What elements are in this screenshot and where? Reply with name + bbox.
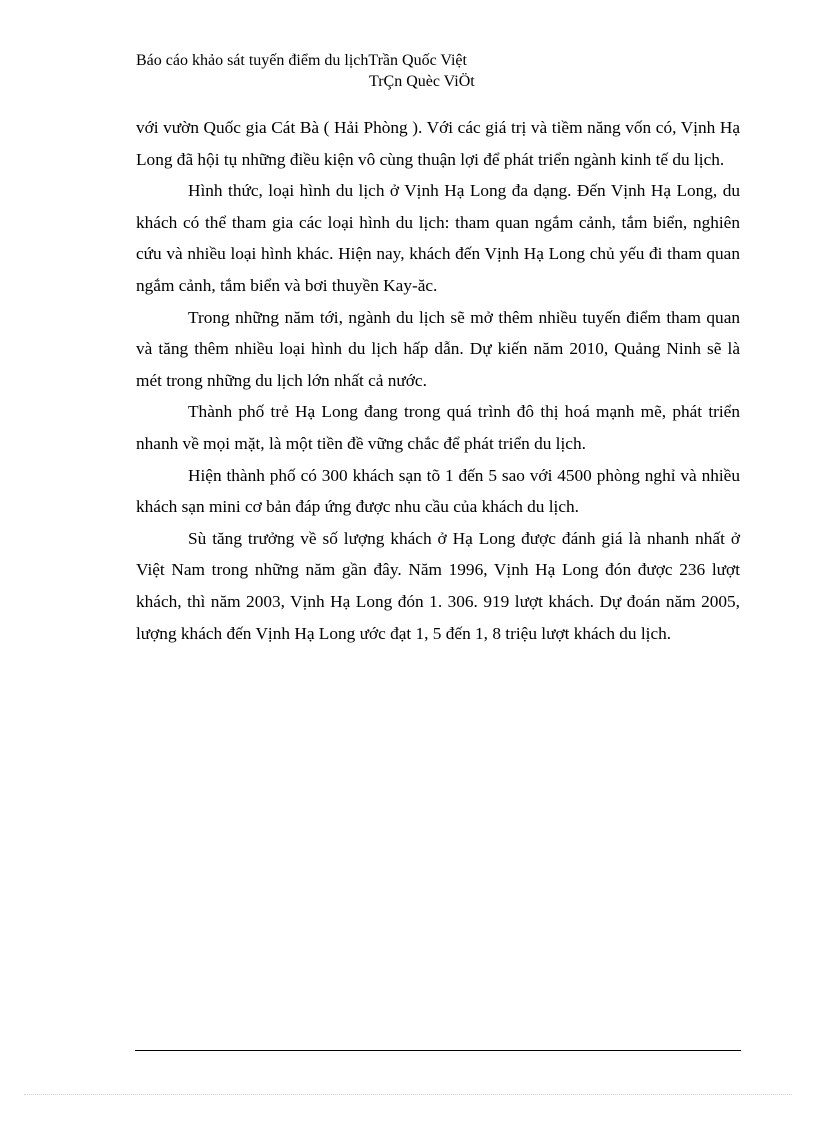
paragraph-tourism-types: Hình thức, loại hình du lịch ở Vịnh Hạ Long đa dạng. Đến Vịnh Hạ Long, du khách có thể tham gia các loại hình du lịch: tham quan ngắm cảnh, tắm biển, nghiên cứu và nhiều loại hình khác. Hiện nay, khách đến Vịnh Hạ Long chủ yếu đi tham quan ngắm cảnh, tắm biển và bơi thuyền Kay-ăc. [136, 181, 740, 295]
paragraph-future-plans: Trong những năm tới, ngành du lịch sẽ mở thêm nhiều tuyến điểm tham quan và tăng thêm nhiều loại hình du lịch hấp dẫn. Dự kiến năm 2010, Quảng Ninh sẽ là mét trong những du lịch lớn nhất cả nước. [136, 307, 740, 390]
paragraph-visitor-growth: Sù tăng trưởng về số lượng khách ở Hạ Long được đánh giá là nhanh nhất ở Việt Nam trong những năm gần đây. Năm 1996, Vịnh Hạ Long đón được 236 lượt khách, thì năm 2003, Vịnh Hạ Long đón 1. 306. 919 lượt khách. Dự đoán năm 2005, lượng khách đến Vịnh Hạ Long ước đạt 1, 5 đến 1, 8 triệu lượt khách du lịch. [136, 528, 740, 643]
header-title: Báo cáo khảo sát tuyến điểm du lịchTrần Quốc Việt [136, 52, 467, 69]
paragraph-continuation: với vườn Quốc gia Cát Bà ( Hải Phòng ). Với các giá trị và tiềm năng vốn có, Vịnh Hạ Long đã hội tụ những điều kiện vô cùng thuận lợi để phát triển ngành kinh tế du lịch. [136, 118, 740, 169]
page-header [136, 50, 741, 92]
paragraph-hotels: Hiện thành phố có 300 khách sạn tõ 1 đến 5 sao với 4500 phòng nghỉ và nhiều khách sạn mini cơ bản đáp ứng được nhu cầu của khách du lịch. [136, 465, 740, 517]
header-author: TrÇn Quèc ViÖt [369, 73, 475, 90]
page-boundary [24, 1094, 792, 1095]
document-body [136, 112, 740, 649]
paragraph-urbanization: Thành phố trẻ Hạ Long đang trong quá trình đô thị hoá mạnh mẽ, phát triển nhanh về mọi mặt, là một tiền đề vững chắc để phát triển du lịch. [136, 402, 740, 453]
footer-divider [135, 1050, 741, 1051]
